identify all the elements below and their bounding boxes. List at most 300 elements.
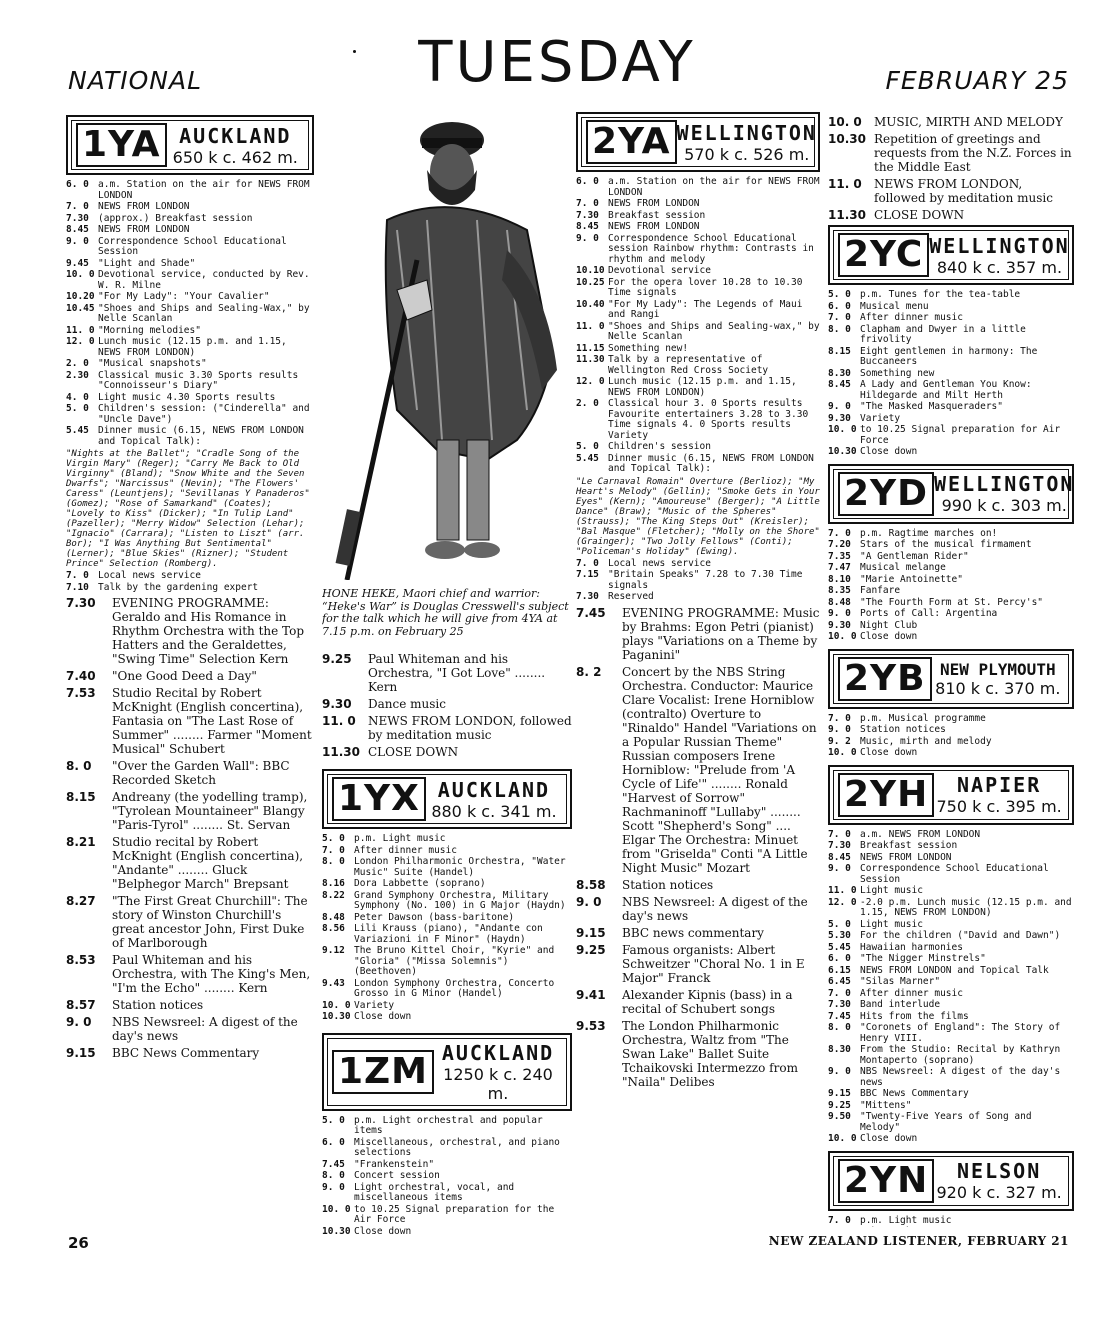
- schedule-entry: [828, 563, 1074, 574]
- schedule-entry: [66, 1015, 314, 1043]
- schedule-entry: [828, 632, 1074, 643]
- station-box-2yh: [828, 765, 1074, 825]
- schedule-2ya: [576, 177, 820, 475]
- schedule-entry: [828, 841, 1074, 852]
- schedule-entry: [66, 393, 314, 404]
- entry-text: Concert session: [354, 1170, 440, 1181]
- schedule-entry: [576, 300, 820, 321]
- entry-text: Light music: [860, 918, 923, 930]
- entry-time: 6.15: [828, 964, 851, 976]
- entry-text: Miscellaneous, orchestral, and piano selections: [354, 1136, 560, 1158]
- entry-time: 7. 0: [828, 987, 851, 999]
- entry-time: 9. 0: [66, 1015, 92, 1029]
- schedule-entry: [576, 344, 820, 355]
- schedule-entry: [828, 208, 1074, 222]
- entry-time: 7. 0: [828, 527, 851, 539]
- entry-time: 11. 0: [828, 177, 862, 191]
- entry-text: Repetition of greetings and requests from the N.Z. Forces in the Middle East: [874, 132, 1072, 174]
- evening-programme-1ya: [66, 596, 314, 1060]
- entry-time: 8.45: [66, 224, 89, 235]
- dinner-music-list: "Le Carnaval Romain" Overture (Berlioz); "My Heart's Melody" (Gellin); "Smoke Gets in Your Eyes" (Kern); "Amoureuse" (Berger); "A Little Dance" (Braw); "Music of the Spheres" (Strauss); "The King Steps Out" (Kreisler); "Bal Masque" (Fletcher); "Molly on the Shore" (Grainger); "Two Jolly Fellows" (Conti); "Policeman's Holiday" (Ewing).: [576, 476, 820, 557]
- schedule-entry: [66, 790, 314, 832]
- entry-time: 11. 0: [322, 714, 356, 728]
- station-box-2yb: [828, 649, 1074, 709]
- entry-time: 7.35: [828, 550, 851, 562]
- schedule-entry: [828, 714, 1074, 725]
- entry-time: 2. 0: [576, 398, 599, 409]
- entry-time: 12. 0: [576, 376, 605, 387]
- schedule-2yh: [828, 830, 1074, 1145]
- entry-time: 7.30: [66, 212, 89, 224]
- page-number: 26: [68, 1234, 89, 1252]
- schedule-entry: [828, 1023, 1074, 1044]
- entry-time: 10.40: [576, 298, 605, 310]
- entry-time: 7. 0: [576, 198, 599, 209]
- entry-time: 8. 0: [322, 1170, 345, 1181]
- station-name: AUCKLAND: [179, 123, 292, 148]
- entry-text: a.m. Station on the air for NEWS FROM LONDON: [98, 179, 310, 201]
- schedule-entry: [828, 1089, 1074, 1100]
- schedule-entry: [828, 954, 1074, 965]
- entry-time: 7.47: [828, 562, 851, 573]
- schedule-entry: [828, 748, 1074, 759]
- entry-text: BBC news commentary: [622, 925, 764, 940]
- schedule-entry: [576, 592, 820, 603]
- station-name: AUCKLAND: [437, 777, 551, 802]
- illustration-caption: HONE HEKE, Maori chief and warrior: “Heke's War” is Douglas Cresswell's subject for the talk which he will give from 4YA at 7.15 p.m. on February 25: [322, 587, 569, 638]
- entry-time: 8.16: [322, 878, 345, 889]
- entry-time: 8.21: [66, 835, 96, 849]
- entry-time: 7.53: [66, 686, 96, 700]
- entry-text: Something new!: [608, 342, 689, 354]
- schedule-entry: [322, 891, 572, 912]
- entry-text: After dinner music: [354, 844, 457, 856]
- entry-text: Something new: [860, 367, 935, 379]
- entry-time: 8.15: [66, 790, 96, 804]
- entry-text: NBS Newsreel: A digest of the day's news: [860, 1066, 1061, 1088]
- entry-text: Close down: [860, 631, 918, 642]
- entry-text: Studio Recital by Robert McKnight (English concertina), Fantasia on "The Last Rose of Summer" ........ Farmer "Moment Musical" Schubert: [112, 686, 312, 756]
- schedule-entry: [66, 259, 314, 270]
- entry-time: 8.15: [828, 345, 851, 357]
- publication-footer: NEW ZEALAND LISTENER, FEBRUARY 21: [768, 1234, 1069, 1248]
- entry-time: 11. 0: [66, 324, 95, 336]
- schedule-entry: [66, 835, 314, 891]
- schedule-2yn: [828, 1216, 1074, 1228]
- entry-text: Dinner music (6.15, NEWS FROM LONDON and Topical Talk):: [98, 425, 304, 447]
- schedule-entry: [322, 1116, 572, 1137]
- entry-time: 8.48: [322, 911, 345, 923]
- schedule-1ya-continued: [322, 652, 572, 759]
- entry-text: Paul Whiteman and his Orchestra, with The King's Men, "I'm the Echo" ........ Kern: [112, 953, 311, 995]
- entry-time: 10. 0: [828, 631, 857, 642]
- call-sign: 2YB: [838, 657, 932, 701]
- entry-time: 11.30: [828, 208, 866, 222]
- entry-text: "Shoes and Ships and Sealing-wax," by Nelle Scanlan: [608, 320, 820, 342]
- entry-time: 5.30: [828, 930, 851, 941]
- entry-text: Close down: [860, 747, 918, 758]
- entry-text: "Coronets of England": The Story of Henry VIII.: [860, 1022, 1061, 1044]
- entry-time: 9. 0: [576, 232, 599, 244]
- entry-time: 6. 0: [66, 179, 89, 190]
- entry-text: A Lady and Gentleman You Know: Hildegarde and Milt Herth: [860, 379, 1032, 401]
- entry-time: 8.45: [828, 851, 851, 863]
- call-sign: 1YA: [76, 123, 167, 167]
- entry-text: p.m. Light music: [860, 1214, 952, 1226]
- entry-text: Station notices: [112, 998, 204, 1012]
- entry-text: For the children ("David and Dawn"): [860, 930, 1061, 941]
- schedule-entry: [828, 1000, 1074, 1011]
- call-sign: 2YN: [838, 1159, 934, 1203]
- schedule-entry: [322, 913, 572, 924]
- schedule-entry: [322, 946, 572, 978]
- schedule-entry: [66, 686, 314, 756]
- entry-time: 5. 0: [66, 403, 89, 414]
- entry-text: Breakfast session: [860, 840, 958, 851]
- entry-time: 7. 0: [828, 828, 851, 840]
- schedule-entry: [322, 1160, 572, 1171]
- schedule-entry: [576, 177, 820, 198]
- schedule-entry: [66, 359, 314, 370]
- entry-time: 7.45: [322, 1158, 345, 1170]
- entry-time: 5. 0: [322, 833, 345, 844]
- schedule-entry: [66, 953, 314, 995]
- station-name: NELSON: [957, 1159, 1042, 1183]
- schedule-entry: [828, 402, 1074, 413]
- schedule-entry: [576, 606, 820, 662]
- column-2: [322, 110, 572, 1245]
- entry-text: Dinner music (6.15, NEWS FROM LONDON and Topical Talk):: [608, 452, 814, 474]
- entry-time: 7. 0: [576, 557, 599, 569]
- evening-programme-2ya: [576, 606, 820, 1089]
- entry-text: Studio recital by Robert McKnight (English concertina), "Andante" ........ Gluck "Belphegor March" Brepsant: [112, 835, 304, 891]
- call-sign: 2YC: [838, 233, 929, 277]
- entry-text: Band interlude: [860, 999, 941, 1010]
- entry-text: Eight gentlemen in harmony: The Buccaneers: [860, 345, 1038, 367]
- schedule-entry: [828, 552, 1074, 563]
- entry-time: 7. 0: [66, 570, 89, 581]
- entry-time: 11.15: [576, 342, 605, 354]
- entry-time: 9.15: [66, 1046, 96, 1060]
- schedule-1ya: [66, 180, 314, 447]
- entry-text: EVENING PROGRAMME: Geraldo and His Romance in Rhythm Orchestra with the Top Hatters and the Geraldettes, "Swing Time" Selection Kern: [112, 596, 305, 666]
- schedule-entry: [828, 898, 1074, 919]
- schedule-entry: [828, 977, 1074, 988]
- schedule-entry: [66, 304, 314, 325]
- call-sign: 2YH: [838, 773, 934, 817]
- entry-text: "A Gentleman Rider": [860, 550, 969, 562]
- entry-text: Lunch music (12.15 p.m. and 1.15, NEWS FROM LONDON): [608, 376, 797, 398]
- entry-text: London Philharmonic Orchestra, "Water Music" Suite (Handel): [354, 856, 566, 878]
- entry-text: "One Good Deed a Day": [112, 669, 257, 683]
- entry-text: Grand Symphony Orchestra, Military Symphony (No. 100) in G Major (Haydn): [354, 889, 566, 911]
- entry-text: Variety: [354, 999, 395, 1011]
- entry-time: 5.45: [66, 425, 89, 436]
- entry-text: NEWS FROM LONDON, followed by meditation music: [874, 177, 1053, 205]
- entry-time: 8.10: [828, 573, 851, 585]
- entry-time: 9.25: [828, 1099, 851, 1111]
- entry-text: Andreany (the yodelling tramp), "Tyrolean Mountaineer" Blangy "Paris-Tyrol" ........ St. Servan: [112, 790, 308, 832]
- station-box-1ya: [66, 115, 314, 175]
- schedule-entry: [828, 609, 1074, 620]
- entry-text: Stars of the musical firmament: [860, 539, 1032, 550]
- station-frequency: 1250 k c. 240 m.: [443, 1064, 553, 1103]
- schedule-entry: [828, 115, 1074, 129]
- schedule-entry: [322, 714, 572, 742]
- schedule-entry: [66, 404, 314, 425]
- schedule-entry: [322, 652, 572, 694]
- call-sign: 2YD: [838, 472, 934, 516]
- entry-text: "Silas Marner": [860, 976, 941, 987]
- schedule-entry: [66, 237, 314, 258]
- entry-time: 7. 0: [322, 844, 345, 856]
- schedule-entry: [828, 1216, 1074, 1227]
- entry-time: 5. 0: [576, 441, 599, 452]
- entry-text: BBC News Commentary: [112, 1046, 260, 1060]
- entry-text: The Bruno Kittel Choir, "Kyrie" and "Gloria" ("Missa Solemnis") (Beethoven): [354, 945, 555, 977]
- station-frequency: 840 k c. 357 m.: [936, 257, 1063, 277]
- schedule-entry: [828, 540, 1074, 551]
- schedule-entry: [828, 598, 1074, 609]
- schedule-entry: [322, 1183, 572, 1204]
- station-box-2yn: [828, 1151, 1074, 1211]
- entry-time: 9.45: [66, 257, 89, 269]
- entry-text: NBS Newsreel: A digest of the day's news: [112, 1015, 298, 1043]
- entry-text: Devotional service: [608, 265, 711, 276]
- schedule-entry: [576, 895, 820, 923]
- entry-text: p.m. Light music: [354, 833, 446, 844]
- station-name: WELLINGTON: [929, 233, 1070, 258]
- entry-time: 9.30: [828, 619, 851, 631]
- station-frequency: 750 k c. 395 m.: [936, 797, 1062, 816]
- entry-text: "Shoes and Ships and Sealing-Wax," by Nelle Scanlan: [98, 302, 310, 324]
- entry-time: 8.27: [66, 894, 96, 908]
- schedule-entry: [828, 177, 1074, 205]
- entry-text: to 10.25 Signal preparation for the Air Force: [354, 1203, 555, 1225]
- entry-text: to 10.25 Signal preparation for Air Force: [860, 424, 1061, 446]
- entry-time: 8.58: [576, 877, 606, 892]
- entry-text: (approx.) Breakfast session: [98, 212, 253, 224]
- schedule-entry: [576, 222, 820, 233]
- schedule-entry: [66, 225, 314, 236]
- entry-time: 6. 0: [322, 1136, 345, 1148]
- schedule-entry: [322, 1001, 572, 1012]
- entry-text: Close down: [860, 446, 918, 457]
- schedule-entry: [322, 1171, 572, 1182]
- entry-text: NEWS FROM LONDON: [98, 224, 190, 235]
- entry-time: 10. 0: [828, 747, 857, 758]
- entry-text: After dinner music: [860, 312, 963, 323]
- schedule-entry: [576, 211, 820, 222]
- entry-time: 5.45: [576, 452, 599, 464]
- schedule-entry: [322, 1227, 572, 1238]
- entry-time: 10.30: [322, 1011, 351, 1022]
- station-name: NAPIER: [957, 773, 1042, 797]
- schedule-entry: [828, 447, 1074, 458]
- entry-text: NEWS FROM LONDON and Topical Talk: [860, 964, 1049, 976]
- entry-time: 10.45: [66, 302, 95, 314]
- schedule-entry: [576, 266, 820, 277]
- entry-text: a.m. Station on the air for NEWS FROM LONDON: [608, 176, 820, 198]
- entry-text: "For My Lady": The Legends of Maui and Rangi: [608, 298, 803, 320]
- schedule-entry: [66, 596, 314, 666]
- entry-time: 7.30: [576, 209, 599, 221]
- entry-text: NEWS FROM LONDON, followed by meditation music: [368, 714, 572, 742]
- entry-text: London Symphony Orchestra, Concerto Grosso in G Minor (Handel): [354, 977, 555, 999]
- schedule-2ya-continued: [828, 115, 1074, 222]
- schedule-entry: [322, 1012, 572, 1023]
- entry-text: Talk by a representative of Wellington Red Cross Society: [608, 354, 769, 376]
- entry-time: 9.30: [828, 412, 851, 424]
- ink-dot: [353, 50, 356, 53]
- entry-text: Breakfast session: [608, 209, 706, 221]
- entry-time: 7.45: [828, 1010, 851, 1022]
- entry-text: Dance music: [368, 697, 446, 711]
- schedule-entry: [828, 132, 1074, 174]
- station-name: WELLINGTON: [934, 472, 1074, 496]
- entry-time: 10. 0: [828, 424, 857, 435]
- entry-time: 10.10: [576, 265, 605, 276]
- station-name: NEW PLYMOUTH: [939, 659, 1056, 679]
- schedule-entry: [828, 989, 1074, 1000]
- station-frequency: 880 k c. 341 m.: [431, 801, 557, 821]
- schedule-entry: [576, 1019, 820, 1089]
- schedule-entry: [66, 1046, 314, 1060]
- schedule-2yb: [828, 714, 1074, 759]
- entry-text: "The Fourth Form at St. Percy's": [860, 596, 1044, 608]
- station-frequency: 570 k c. 526 m.: [684, 144, 810, 164]
- entry-time: 11. 0: [828, 885, 857, 896]
- schedule-entry: [576, 926, 820, 940]
- schedule-entry: [66, 202, 314, 213]
- entry-text: "Morning melodies": [98, 324, 201, 336]
- schedule-entry: [322, 1205, 572, 1226]
- schedule-1ya-late: [66, 571, 314, 593]
- station-frequency: 810 k c. 370 m.: [935, 678, 1061, 698]
- schedule-entry: [66, 337, 314, 358]
- schedule-entry: [66, 326, 314, 337]
- entry-text: Children's session: [608, 441, 711, 452]
- entry-time: 9.41: [576, 987, 606, 1002]
- schedule-entry: [828, 737, 1074, 748]
- schedule-entry: [828, 1012, 1074, 1023]
- schedule-entry: [66, 583, 314, 594]
- entry-time: 8.45: [576, 221, 599, 232]
- schedule-entry: [66, 571, 314, 582]
- schedule-entry: [576, 442, 820, 453]
- entry-text: "The Masked Masqueraders": [860, 401, 1003, 412]
- entry-time: 10. 0: [66, 269, 95, 280]
- entry-text: Clapham and Dwyer in a little frivolity: [860, 323, 1026, 345]
- schedule-entry: [322, 857, 572, 878]
- entry-time: 10. 0: [322, 999, 351, 1011]
- entry-time: 9.25: [322, 652, 352, 666]
- entry-time: 9.53: [576, 1018, 606, 1033]
- schedule-entry: [828, 943, 1074, 954]
- entry-time: 11.30: [576, 354, 605, 365]
- entry-time: 8.35: [828, 585, 851, 596]
- schedule-entry: [576, 399, 820, 441]
- entry-text: After dinner music: [860, 987, 963, 999]
- entry-text: Light music: [860, 885, 923, 896]
- entry-time: 8. 0: [66, 759, 92, 773]
- entry-text: NBS Newsreel: A digest of the day's news: [622, 894, 808, 923]
- entry-time: 11.30: [322, 745, 360, 759]
- entry-time: 12. 0: [66, 336, 95, 347]
- entry-time: 9.50: [828, 1111, 851, 1122]
- entry-text: Correspondence School Educational Session: [98, 235, 287, 257]
- schedule-entry: [828, 864, 1074, 885]
- entry-text: NEWS FROM LONDON: [860, 851, 952, 863]
- entry-time: 7.30: [828, 840, 851, 851]
- entry-text: Paul Whiteman and his Orchestra, "I Got Love" ........ Kern: [368, 652, 546, 694]
- schedule-entry: [322, 846, 572, 857]
- entry-text: Peter Dawson (bass-baritone): [354, 911, 515, 923]
- entry-time: 8.53: [66, 953, 96, 967]
- entry-text: Lunch music (12.15 p.m. and 1.15, NEWS FROM LONDON): [98, 336, 287, 358]
- schedule-entry: [828, 1067, 1074, 1088]
- entry-time: 7. 0: [66, 201, 89, 212]
- schedule-entry: [828, 1112, 1074, 1133]
- entry-text: MUSIC, MIRTH AND MELODY: [874, 115, 1063, 129]
- schedule-entry: [576, 278, 820, 299]
- entry-time: 8.30: [828, 367, 851, 379]
- entry-time: 8.30: [828, 1044, 851, 1055]
- entry-text: Children's session: ("Cinderella" and "Uncle Dave"): [98, 403, 310, 425]
- entry-text: Devotional service, conducted by Rev. W. R. Milne: [98, 269, 310, 291]
- schedule-entry: [828, 725, 1074, 736]
- entry-time: 8.45: [828, 379, 851, 390]
- entry-time: 2.30: [66, 369, 89, 381]
- entry-text: "Over the Garden Wall": BBC Recorded Sketch: [112, 759, 290, 787]
- entry-text: Music, mirth and melody: [860, 735, 992, 747]
- schedule-2ya-late: [576, 559, 820, 603]
- entry-text: Classical music 3.30 Sports results "Connoisseur's Diary": [98, 369, 299, 391]
- entry-time: 6. 0: [576, 176, 599, 187]
- entry-time: 7.10: [66, 581, 89, 593]
- entry-text: CLOSE DOWN: [368, 745, 459, 759]
- entry-text: Hits from the films: [860, 1010, 969, 1022]
- entry-text: "Britain Speaks" 7.28 to 7.30 Time signals: [608, 569, 803, 591]
- station-frequency: 920 k c. 327 m.: [936, 1183, 1062, 1202]
- schedule-entry: [828, 1101, 1074, 1112]
- schedule-entry: [576, 988, 820, 1016]
- station-box-1yx: [322, 769, 572, 829]
- schedule-entry: [66, 998, 314, 1012]
- schedule-entry: [322, 979, 572, 1000]
- entry-time: 10. 0: [828, 115, 862, 129]
- station-box-2ya: [576, 112, 820, 172]
- call-sign: 1ZM: [332, 1050, 434, 1094]
- entry-text: a.m. NEWS FROM LONDON: [860, 828, 981, 840]
- entry-time: 9. 0: [828, 1066, 851, 1077]
- entry-time: 10.20: [66, 291, 95, 302]
- entry-text: Local news service: [98, 570, 201, 581]
- schedule-entry: [66, 426, 314, 447]
- date-label: FEBRUARY 25: [885, 66, 1069, 95]
- entry-text: p.m. Ragtime marches on!: [860, 527, 998, 539]
- entry-time: 5. 0: [828, 918, 851, 930]
- entry-text: Musical melange: [860, 562, 946, 573]
- entry-text: Station notices: [860, 724, 946, 735]
- entry-time: 7.45: [576, 605, 606, 620]
- schedule-entry: [322, 745, 572, 759]
- entry-time: 9.25: [576, 942, 606, 957]
- schedule-entry: [828, 853, 1074, 864]
- entry-time: 5.45: [828, 941, 851, 953]
- entry-time: 10. 0: [322, 1203, 351, 1215]
- entry-text: Musical menu: [860, 300, 929, 312]
